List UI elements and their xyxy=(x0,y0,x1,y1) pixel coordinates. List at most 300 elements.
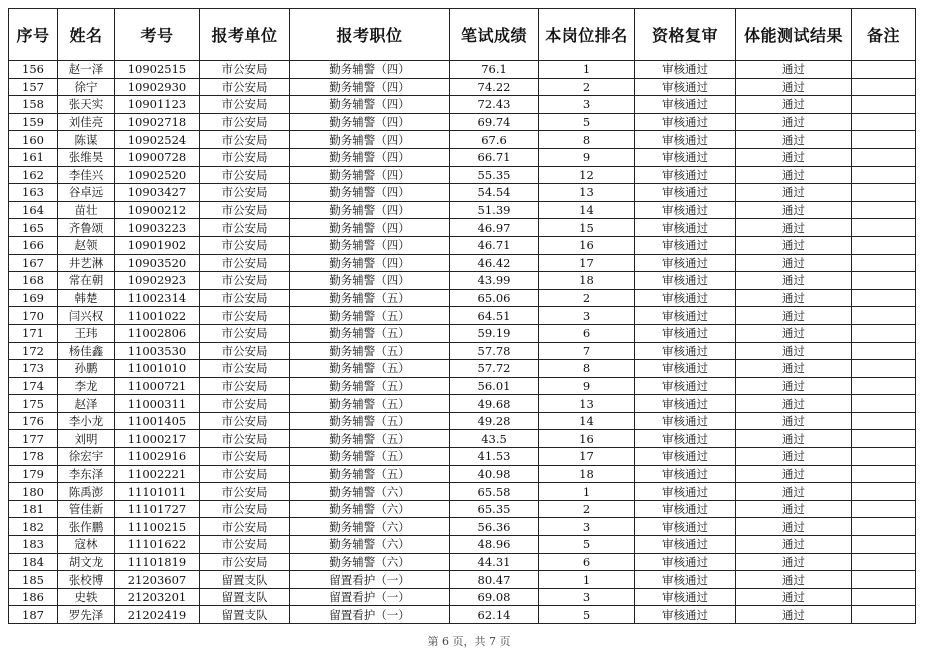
cell-unit: 市公安局 xyxy=(200,430,290,448)
cell-fitness-result: 通过 xyxy=(736,184,852,202)
cell-score: 65.58 xyxy=(450,483,539,501)
cell-name: 史轶 xyxy=(58,588,115,606)
cell-name: 李小龙 xyxy=(58,412,115,430)
cell-name: 赵一泽 xyxy=(58,61,115,79)
cell-rank: 6 xyxy=(539,324,635,342)
cell-position: 勤务辅警（四） xyxy=(290,236,450,254)
page-footer: 第 6 页，共 7 页 xyxy=(427,635,511,648)
header-score: 笔试成绩 xyxy=(450,9,539,61)
cell-review: 审核通过 xyxy=(635,236,736,254)
cell-remarks xyxy=(852,184,916,202)
cell-rank: 1 xyxy=(539,571,635,589)
cell-name: 罗先泽 xyxy=(58,606,115,624)
table-row xyxy=(9,360,916,378)
cell-position: 勤务辅警（四） xyxy=(290,96,450,114)
table-row xyxy=(9,272,916,290)
header-unit: 报考单位 xyxy=(200,9,290,61)
cell-name: 寇林 xyxy=(58,536,115,554)
cell-exam-id: 10900212 xyxy=(115,201,200,219)
cell-seq: 184 xyxy=(9,553,58,571)
cell-fitness-result: 通过 xyxy=(736,219,852,237)
cell-position: 勤务辅警（六） xyxy=(290,553,450,571)
cell-exam-id: 11003530 xyxy=(115,342,200,360)
cell-name: 闫兴权 xyxy=(58,307,115,325)
cell-remarks xyxy=(852,289,916,307)
cell-remarks xyxy=(852,571,916,589)
cell-fitness-result: 通过 xyxy=(736,553,852,571)
cell-exam-id: 11000217 xyxy=(115,430,200,448)
cell-name: 李龙 xyxy=(58,377,115,395)
cell-review: 审核通过 xyxy=(635,307,736,325)
cell-rank: 3 xyxy=(539,307,635,325)
cell-remarks xyxy=(852,272,916,290)
cell-name: 张校博 xyxy=(58,571,115,589)
cell-unit: 留置支队 xyxy=(200,588,290,606)
cell-seq: 170 xyxy=(9,307,58,325)
cell-exam-id: 11101727 xyxy=(115,500,200,518)
cell-rank: 5 xyxy=(539,536,635,554)
cell-seq: 182 xyxy=(9,518,58,536)
cell-position: 勤务辅警（五） xyxy=(290,377,450,395)
table-row xyxy=(9,289,916,307)
cell-exam-id: 11002314 xyxy=(115,289,200,307)
results-table xyxy=(8,8,916,624)
cell-exam-id: 10903520 xyxy=(115,254,200,272)
cell-name: 杨佳鑫 xyxy=(58,342,115,360)
cell-name: 李东泽 xyxy=(58,465,115,483)
cell-score: 49.68 xyxy=(450,395,539,413)
table-row xyxy=(9,395,916,413)
cell-remarks xyxy=(852,131,916,149)
cell-review: 审核通过 xyxy=(635,553,736,571)
cell-rank: 7 xyxy=(539,342,635,360)
cell-score: 43.5 xyxy=(450,430,539,448)
cell-fitness-result: 通过 xyxy=(736,571,852,589)
cell-seq: 174 xyxy=(9,377,58,395)
cell-name: 管佳新 xyxy=(58,500,115,518)
header-seq: 序号 xyxy=(9,9,58,61)
cell-fitness-result: 通过 xyxy=(736,536,852,554)
cell-rank: 6 xyxy=(539,553,635,571)
cell-review: 审核通过 xyxy=(635,113,736,131)
cell-score: 46.97 xyxy=(450,219,539,237)
table-row xyxy=(9,412,916,430)
cell-seq: 173 xyxy=(9,360,58,378)
cell-seq: 181 xyxy=(9,500,58,518)
cell-position: 勤务辅警（四） xyxy=(290,201,450,219)
cell-review: 审核通过 xyxy=(635,360,736,378)
cell-rank: 15 xyxy=(539,219,635,237)
cell-seq: 183 xyxy=(9,536,58,554)
cell-review: 审核通过 xyxy=(635,96,736,114)
cell-remarks xyxy=(852,148,916,166)
cell-unit: 市公安局 xyxy=(200,289,290,307)
cell-position: 勤务辅警（五） xyxy=(290,324,450,342)
cell-score: 74.22 xyxy=(450,78,539,96)
cell-position: 留置看护（一） xyxy=(290,588,450,606)
cell-unit: 市公安局 xyxy=(200,184,290,202)
cell-fitness-result: 通过 xyxy=(736,148,852,166)
table-row xyxy=(9,606,916,624)
cell-remarks xyxy=(852,61,916,79)
cell-rank: 14 xyxy=(539,412,635,430)
cell-rank: 8 xyxy=(539,360,635,378)
cell-position: 勤务辅警（五） xyxy=(290,307,450,325)
cell-seq: 162 xyxy=(9,166,58,184)
table-row xyxy=(9,201,916,219)
cell-rank: 5 xyxy=(539,113,635,131)
cell-seq: 178 xyxy=(9,448,58,466)
cell-exam-id: 11101011 xyxy=(115,483,200,501)
cell-score: 65.35 xyxy=(450,500,539,518)
cell-rank: 2 xyxy=(539,289,635,307)
cell-rank: 17 xyxy=(539,254,635,272)
cell-remarks xyxy=(852,553,916,571)
cell-seq: 176 xyxy=(9,412,58,430)
cell-exam-id: 11001010 xyxy=(115,360,200,378)
cell-score: 80.47 xyxy=(450,571,539,589)
cell-review: 审核通过 xyxy=(635,131,736,149)
cell-remarks xyxy=(852,254,916,272)
cell-name: 陈禹澎 xyxy=(58,483,115,501)
cell-name: 赵领 xyxy=(58,236,115,254)
cell-fitness-result: 通过 xyxy=(736,324,852,342)
cell-unit: 市公安局 xyxy=(200,483,290,501)
cell-seq: 187 xyxy=(9,606,58,624)
cell-position: 勤务辅警（六） xyxy=(290,518,450,536)
cell-review: 审核通过 xyxy=(635,465,736,483)
cell-name: 刘佳亮 xyxy=(58,113,115,131)
cell-seq: 156 xyxy=(9,61,58,79)
cell-name: 常在朝 xyxy=(58,272,115,290)
cell-unit: 市公安局 xyxy=(200,342,290,360)
cell-name: 张天实 xyxy=(58,96,115,114)
cell-seq: 185 xyxy=(9,571,58,589)
cell-unit: 留置支队 xyxy=(200,571,290,589)
cell-exam-id: 11001022 xyxy=(115,307,200,325)
cell-position: 勤务辅警（五） xyxy=(290,430,450,448)
cell-unit: 市公安局 xyxy=(200,377,290,395)
cell-unit: 市公安局 xyxy=(200,236,290,254)
cell-rank: 3 xyxy=(539,588,635,606)
cell-exam-id: 10902524 xyxy=(115,131,200,149)
cell-exam-id: 10901902 xyxy=(115,236,200,254)
cell-unit: 市公安局 xyxy=(200,96,290,114)
cell-seq: 165 xyxy=(9,219,58,237)
header-name: 姓名 xyxy=(58,9,115,61)
cell-exam-id: 10902923 xyxy=(115,272,200,290)
cell-score: 69.74 xyxy=(450,113,539,131)
cell-exam-id: 11101622 xyxy=(115,536,200,554)
cell-name: 韩楚 xyxy=(58,289,115,307)
table-row xyxy=(9,61,916,79)
cell-score: 54.54 xyxy=(450,184,539,202)
header-exam-id: 考号 xyxy=(115,9,200,61)
cell-position: 勤务辅警（四） xyxy=(290,78,450,96)
cell-remarks xyxy=(852,536,916,554)
cell-review: 审核通过 xyxy=(635,289,736,307)
cell-fitness-result: 通过 xyxy=(736,61,852,79)
table-row xyxy=(9,307,916,325)
cell-review: 审核通过 xyxy=(635,606,736,624)
cell-remarks xyxy=(852,78,916,96)
cell-position: 勤务辅警（四） xyxy=(290,184,450,202)
cell-review: 审核通过 xyxy=(635,254,736,272)
cell-remarks xyxy=(852,588,916,606)
cell-seq: 175 xyxy=(9,395,58,413)
table-row xyxy=(9,483,916,501)
cell-score: 49.28 xyxy=(450,412,539,430)
cell-fitness-result: 通过 xyxy=(736,272,852,290)
table-row xyxy=(9,131,916,149)
cell-seq: 169 xyxy=(9,289,58,307)
cell-review: 审核通过 xyxy=(635,448,736,466)
cell-rank: 3 xyxy=(539,96,635,114)
cell-review: 审核通过 xyxy=(635,219,736,237)
cell-name: 王玮 xyxy=(58,324,115,342)
cell-name: 谷卓远 xyxy=(58,184,115,202)
cell-exam-id: 21202419 xyxy=(115,606,200,624)
cell-fitness-result: 通过 xyxy=(736,307,852,325)
cell-position: 勤务辅警（五） xyxy=(290,412,450,430)
cell-unit: 市公安局 xyxy=(200,553,290,571)
cell-rank: 13 xyxy=(539,184,635,202)
cell-position: 勤务辅警（四） xyxy=(290,219,450,237)
cell-remarks xyxy=(852,360,916,378)
header-fitness-result: 体能测试结果 xyxy=(736,9,852,61)
cell-fitness-result: 通过 xyxy=(736,113,852,131)
cell-unit: 市公安局 xyxy=(200,412,290,430)
cell-score: 56.01 xyxy=(450,377,539,395)
cell-rank: 2 xyxy=(539,78,635,96)
table-row xyxy=(9,236,916,254)
cell-unit: 市公安局 xyxy=(200,395,290,413)
cell-fitness-result: 通过 xyxy=(736,201,852,219)
cell-unit: 市公安局 xyxy=(200,518,290,536)
cell-rank: 9 xyxy=(539,148,635,166)
cell-review: 审核通过 xyxy=(635,166,736,184)
cell-exam-id: 11002806 xyxy=(115,324,200,342)
cell-score: 43.99 xyxy=(450,272,539,290)
cell-rank: 18 xyxy=(539,272,635,290)
cell-unit: 市公安局 xyxy=(200,465,290,483)
cell-unit: 市公安局 xyxy=(200,536,290,554)
cell-name: 苗壮 xyxy=(58,201,115,219)
cell-exam-id: 11001405 xyxy=(115,412,200,430)
cell-exam-id: 10903223 xyxy=(115,219,200,237)
cell-remarks xyxy=(852,465,916,483)
cell-exam-id: 21203201 xyxy=(115,588,200,606)
cell-exam-id: 11101819 xyxy=(115,553,200,571)
cell-seq: 168 xyxy=(9,272,58,290)
table-row xyxy=(9,184,916,202)
cell-seq: 172 xyxy=(9,342,58,360)
cell-remarks xyxy=(852,307,916,325)
cell-name: 刘明 xyxy=(58,430,115,448)
cell-remarks xyxy=(852,342,916,360)
cell-fitness-result: 通过 xyxy=(736,254,852,272)
cell-exam-id: 10903427 xyxy=(115,184,200,202)
cell-remarks xyxy=(852,606,916,624)
table-row xyxy=(9,500,916,518)
cell-rank: 16 xyxy=(539,430,635,448)
cell-score: 46.71 xyxy=(450,236,539,254)
cell-position: 留置看护（一） xyxy=(290,571,450,589)
table-row xyxy=(9,324,916,342)
cell-score: 64.51 xyxy=(450,307,539,325)
cell-rank: 14 xyxy=(539,201,635,219)
header-rank: 本岗位排名 xyxy=(539,9,635,61)
cell-review: 审核通过 xyxy=(635,78,736,96)
cell-rank: 9 xyxy=(539,377,635,395)
cell-name: 胡文龙 xyxy=(58,553,115,571)
header-row xyxy=(9,9,916,61)
cell-fitness-result: 通过 xyxy=(736,518,852,536)
cell-review: 审核通过 xyxy=(635,272,736,290)
cell-exam-id: 21203607 xyxy=(115,571,200,589)
cell-review: 审核通过 xyxy=(635,184,736,202)
cell-review: 审核通过 xyxy=(635,148,736,166)
cell-remarks xyxy=(852,236,916,254)
cell-exam-id: 10902515 xyxy=(115,61,200,79)
cell-remarks xyxy=(852,395,916,413)
cell-name: 张维昊 xyxy=(58,148,115,166)
cell-score: 40.98 xyxy=(450,465,539,483)
cell-unit: 留置支队 xyxy=(200,606,290,624)
cell-review: 审核通过 xyxy=(635,518,736,536)
cell-position: 勤务辅警（四） xyxy=(290,113,450,131)
results-sheet xyxy=(8,8,916,624)
cell-review: 审核通过 xyxy=(635,571,736,589)
cell-score: 72.43 xyxy=(450,96,539,114)
table-row xyxy=(9,166,916,184)
cell-position: 勤务辅警（六） xyxy=(290,483,450,501)
cell-rank: 13 xyxy=(539,395,635,413)
cell-seq: 180 xyxy=(9,483,58,501)
cell-position: 勤务辅警（五） xyxy=(290,448,450,466)
cell-position: 勤务辅警（六） xyxy=(290,500,450,518)
cell-seq: 158 xyxy=(9,96,58,114)
cell-fitness-result: 通过 xyxy=(736,289,852,307)
cell-seq: 163 xyxy=(9,184,58,202)
cell-seq: 177 xyxy=(9,430,58,448)
cell-name: 井艺淋 xyxy=(58,254,115,272)
cell-seq: 167 xyxy=(9,254,58,272)
cell-score: 66.71 xyxy=(450,148,539,166)
cell-position: 勤务辅警（五） xyxy=(290,395,450,413)
cell-score: 59.19 xyxy=(450,324,539,342)
cell-unit: 市公安局 xyxy=(200,307,290,325)
cell-rank: 17 xyxy=(539,448,635,466)
table-row xyxy=(9,536,916,554)
cell-name: 李佳兴 xyxy=(58,166,115,184)
cell-remarks xyxy=(852,518,916,536)
cell-position: 勤务辅警（五） xyxy=(290,289,450,307)
table-row xyxy=(9,254,916,272)
cell-seq: 160 xyxy=(9,131,58,149)
cell-position: 留置看护（一） xyxy=(290,606,450,624)
cell-name: 徐宁 xyxy=(58,78,115,96)
cell-score: 62.14 xyxy=(450,606,539,624)
cell-name: 陈谋 xyxy=(58,131,115,149)
cell-remarks xyxy=(852,448,916,466)
cell-unit: 市公安局 xyxy=(200,201,290,219)
table-row xyxy=(9,219,916,237)
cell-fitness-result: 通过 xyxy=(736,412,852,430)
cell-unit: 市公安局 xyxy=(200,500,290,518)
cell-fitness-result: 通过 xyxy=(736,483,852,501)
cell-review: 审核通过 xyxy=(635,588,736,606)
cell-seq: 157 xyxy=(9,78,58,96)
cell-review: 审核通过 xyxy=(635,395,736,413)
table-row xyxy=(9,113,916,131)
cell-unit: 市公安局 xyxy=(200,113,290,131)
cell-seq: 159 xyxy=(9,113,58,131)
table-row xyxy=(9,78,916,96)
cell-fitness-result: 通过 xyxy=(736,377,852,395)
table-row xyxy=(9,518,916,536)
table-row xyxy=(9,571,916,589)
cell-score: 65.06 xyxy=(450,289,539,307)
cell-exam-id: 10900728 xyxy=(115,148,200,166)
cell-review: 审核通过 xyxy=(635,377,736,395)
cell-score: 57.78 xyxy=(450,342,539,360)
cell-unit: 市公安局 xyxy=(200,272,290,290)
cell-score: 56.36 xyxy=(450,518,539,536)
cell-seq: 161 xyxy=(9,148,58,166)
cell-position: 勤务辅警（四） xyxy=(290,272,450,290)
cell-unit: 市公安局 xyxy=(200,166,290,184)
cell-unit: 市公安局 xyxy=(200,148,290,166)
cell-unit: 市公安局 xyxy=(200,254,290,272)
cell-seq: 171 xyxy=(9,324,58,342)
cell-fitness-result: 通过 xyxy=(736,448,852,466)
cell-rank: 8 xyxy=(539,131,635,149)
table-row xyxy=(9,430,916,448)
cell-seq: 186 xyxy=(9,588,58,606)
cell-remarks xyxy=(852,166,916,184)
cell-name: 徐宏宇 xyxy=(58,448,115,466)
table-row xyxy=(9,96,916,114)
cell-score: 41.53 xyxy=(450,448,539,466)
cell-rank: 5 xyxy=(539,606,635,624)
cell-review: 审核通过 xyxy=(635,201,736,219)
cell-rank: 3 xyxy=(539,518,635,536)
cell-exam-id: 10902718 xyxy=(115,113,200,131)
cell-position: 勤务辅警（四） xyxy=(290,254,450,272)
cell-unit: 市公安局 xyxy=(200,78,290,96)
header-position: 报考职位 xyxy=(290,9,450,61)
cell-score: 48.96 xyxy=(450,536,539,554)
cell-fitness-result: 通过 xyxy=(736,500,852,518)
cell-score: 51.39 xyxy=(450,201,539,219)
cell-score: 69.08 xyxy=(450,588,539,606)
cell-review: 审核通过 xyxy=(635,500,736,518)
cell-score: 55.35 xyxy=(450,166,539,184)
cell-fitness-result: 通过 xyxy=(736,236,852,254)
cell-remarks xyxy=(852,96,916,114)
cell-fitness-result: 通过 xyxy=(736,166,852,184)
cell-seq: 179 xyxy=(9,465,58,483)
cell-remarks xyxy=(852,201,916,219)
cell-name: 孙鹏 xyxy=(58,360,115,378)
cell-fitness-result: 通过 xyxy=(736,342,852,360)
cell-seq: 164 xyxy=(9,201,58,219)
cell-unit: 市公安局 xyxy=(200,360,290,378)
cell-unit: 市公安局 xyxy=(200,131,290,149)
cell-position: 勤务辅警（四） xyxy=(290,131,450,149)
table-row xyxy=(9,148,916,166)
